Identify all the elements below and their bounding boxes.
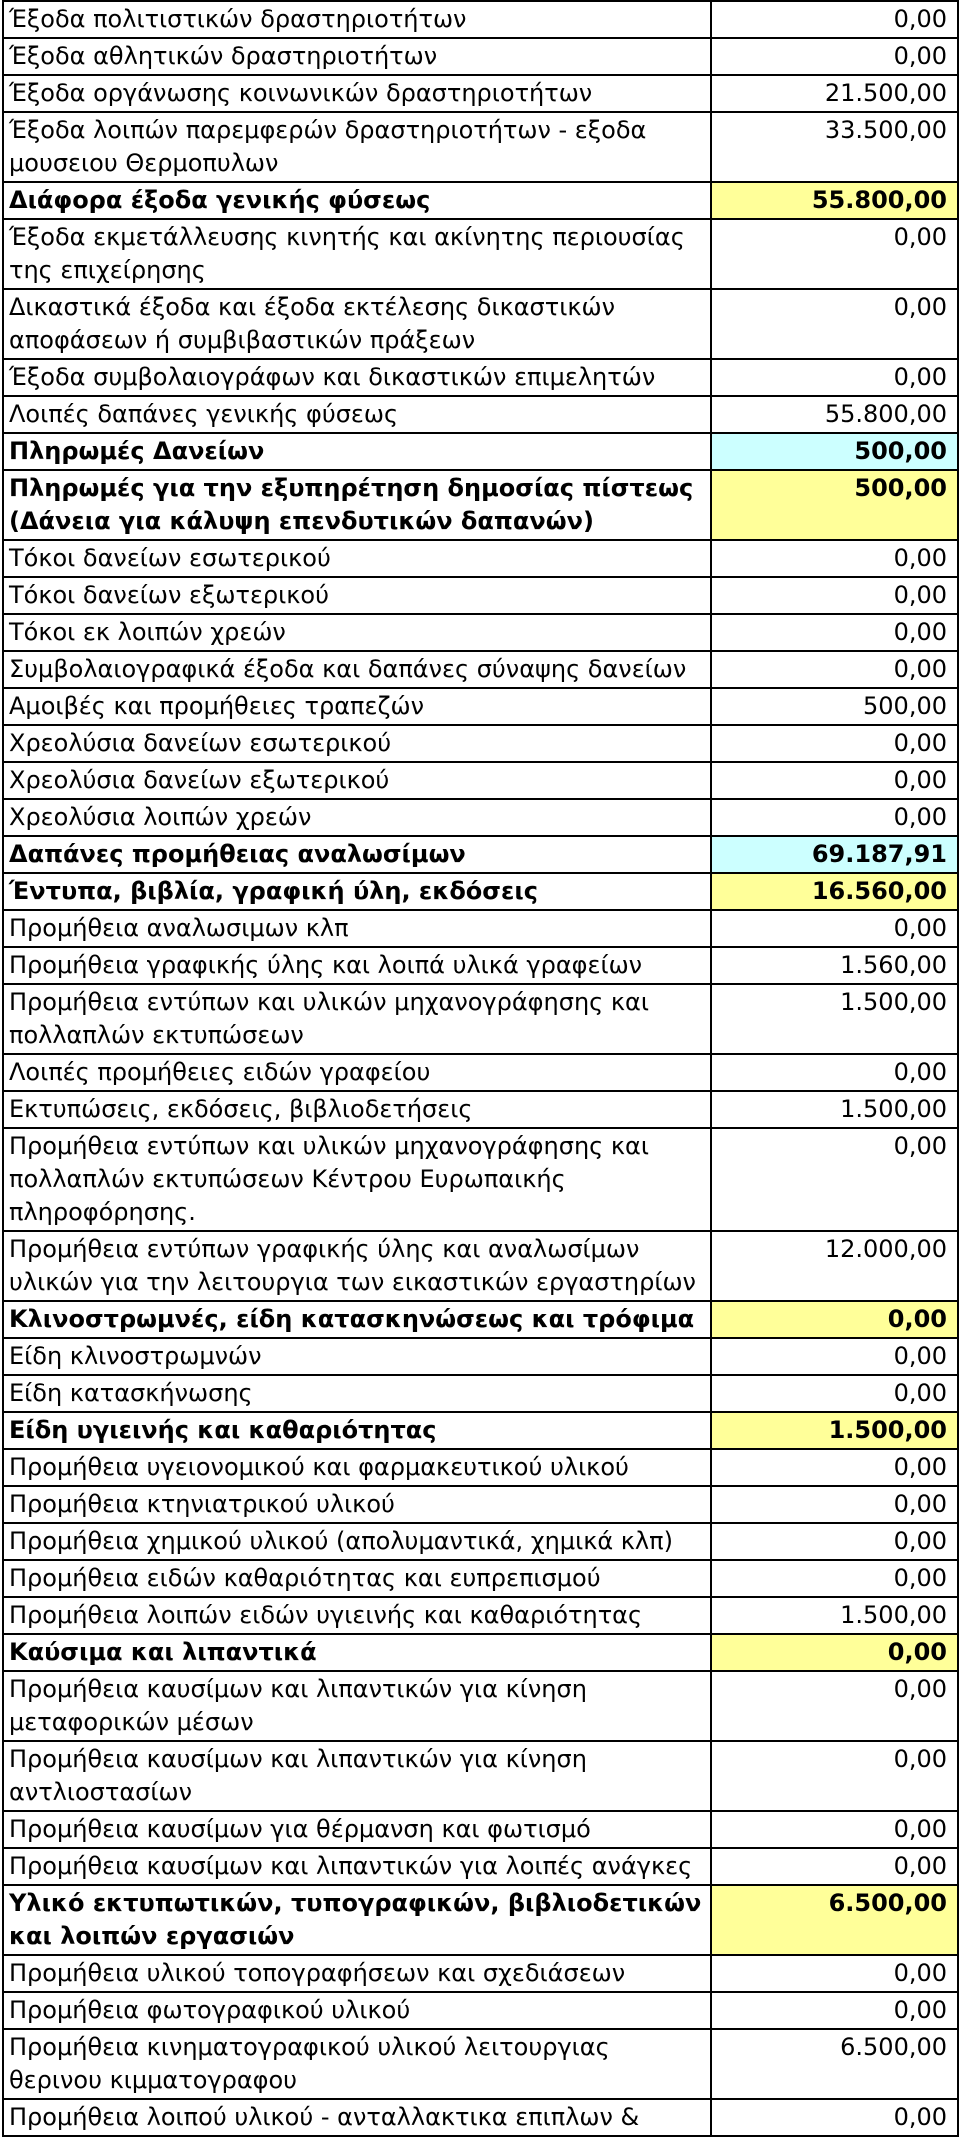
row-amount-cell: 1.500,00: [711, 1597, 958, 1634]
row-label-cell: Είδη κλινοστρωμνών: [3, 1338, 711, 1375]
row-amount-cell: 0,00: [711, 1301, 958, 1338]
table-row: [3, 910, 958, 947]
table-row: [3, 1054, 958, 1091]
table-row: [3, 182, 958, 219]
row-amount-cell: 0,00: [711, 1486, 958, 1523]
expense-table-body: [3, 1, 958, 2136]
table-row: [3, 112, 958, 182]
row-label-cell: Κλινοστρωμνές, είδη κατασκηνώσεως και τρόφιμα: [3, 1301, 711, 1338]
row-amount-cell: 69.187,91: [711, 836, 958, 873]
row-amount-cell: 6.500,00: [711, 2029, 958, 2099]
row-amount-cell: 12.000,00: [711, 1231, 958, 1301]
row-label-cell: Αμοιβές και προμήθειες τραπεζών: [3, 688, 711, 725]
row-label-cell: Έξοδα λοιπών παρεμφερών δραστηριοτήτων - εξοδα μουσειου Θερμοπυλων: [3, 112, 711, 182]
table-row: [3, 1848, 958, 1885]
row-amount-cell: 55.800,00: [711, 396, 958, 433]
table-row: [3, 1523, 958, 1560]
row-amount-cell: 0,00: [711, 1992, 958, 2029]
row-label-cell: Λοιπές δαπάνες γενικής φύσεως: [3, 396, 711, 433]
row-label-cell: Προμήθεια εντύπων γραφικής ύλης και αναλωσίμων υλικών για την λειτουργια των εικαστικών εργαστηρίων: [3, 1231, 711, 1301]
row-amount-cell: 6.500,00: [711, 1885, 958, 1955]
row-amount-cell: 0,00: [711, 725, 958, 762]
row-amount-cell: 0,00: [711, 577, 958, 614]
row-amount-cell: 0,00: [711, 1375, 958, 1412]
row-label-cell: Προμήθεια υλικού τοπογραφήσεων και σχεδιάσεων: [3, 1955, 711, 1992]
row-amount-cell: 500,00: [711, 470, 958, 540]
row-label-cell: Χρεολύσια δανείων εξωτερικού: [3, 762, 711, 799]
row-amount-cell: 0,00: [711, 1741, 958, 1811]
table-row: [3, 1486, 958, 1523]
table-row: [3, 1128, 958, 1231]
table-row: [3, 1671, 958, 1741]
row-label-cell: Τόκοι δανείων εξωτερικού: [3, 577, 711, 614]
row-label-cell: Διάφορα έξοδα γενικής φύσεως: [3, 182, 711, 219]
row-label-cell: Προμήθεια καυσίμων και λιπαντικών για λοιπές ανάγκες: [3, 1848, 711, 1885]
table-row: [3, 470, 958, 540]
row-amount-cell: 0,00: [711, 38, 958, 75]
table-row: [3, 1955, 958, 1992]
table-row: [3, 614, 958, 651]
row-label-cell: Είδη κατασκήνωσης: [3, 1375, 711, 1412]
row-label-cell: Λοιπές προμήθειες ειδών γραφείου: [3, 1054, 711, 1091]
row-amount-cell: 0,00: [711, 540, 958, 577]
row-amount-cell: 500,00: [711, 688, 958, 725]
table-row: [3, 1301, 958, 1338]
row-amount-cell: 0,00: [711, 651, 958, 688]
table-row: [3, 1634, 958, 1671]
table-row: [3, 1375, 958, 1412]
table-row: [3, 433, 958, 470]
row-amount-cell: 1.500,00: [711, 984, 958, 1054]
row-label-cell: Είδη υγιεινής και καθαριότητας: [3, 1412, 711, 1449]
row-label-cell: Προμήθεια εντύπων και υλικών μηχανογράφησης και πολλαπλών εκτυπώσεων: [3, 984, 711, 1054]
row-label-cell: Προμήθεια φωτογραφικού υλικού: [3, 1992, 711, 2029]
row-label-cell: Έξοδα οργάνωσης κοινωνικών δραστηριοτήτων: [3, 75, 711, 112]
table-row: [3, 1338, 958, 1375]
table-row: [3, 359, 958, 396]
table-row: [3, 651, 958, 688]
row-label-cell: Προμήθεια εντύπων και υλικών μηχανογράφησης και πολλαπλών εκτυπώσεων Κέντρου Ευρωπαικής πληροφόρησης.: [3, 1128, 711, 1231]
row-amount-cell: 0,00: [711, 1811, 958, 1848]
table-row: [3, 799, 958, 836]
table-row: [3, 1560, 958, 1597]
row-amount-cell: 0,00: [711, 2099, 958, 2136]
row-amount-cell: 0,00: [711, 1054, 958, 1091]
row-amount-cell: 33.500,00: [711, 112, 958, 182]
row-label-cell: Προμήθεια καυσίμων για θέρμανση και φωτισμό: [3, 1811, 711, 1848]
row-label-cell: Έντυπα, βιβλία, γραφική ύλη, εκδόσεις: [3, 873, 711, 910]
row-amount-cell: 0,00: [711, 219, 958, 289]
row-label-cell: Συμβολαιογραφικά έξοδα και δαπάνες σύναψης δανείων: [3, 651, 711, 688]
row-amount-cell: 16.560,00: [711, 873, 958, 910]
table-row: [3, 984, 958, 1054]
table-row: [3, 577, 958, 614]
row-label-cell: Έξοδα εκμετάλλευσης κινητής και ακίνητης περιουσίας της επιχείρησης: [3, 219, 711, 289]
row-amount-cell: 0,00: [711, 1, 958, 38]
table-row: [3, 873, 958, 910]
row-label-cell: Υλικό εκτυπωτικών, τυπογραφικών, βιβλιοδετικών και λοιπών εργασιών: [3, 1885, 711, 1955]
row-label-cell: Δαπάνες προμήθειας αναλωσίμων: [3, 836, 711, 873]
row-label-cell: Χρεολύσια λοιπών χρεών: [3, 799, 711, 836]
expense-table: [2, 0, 959, 2137]
row-amount-cell: 0,00: [711, 799, 958, 836]
row-amount-cell: 0,00: [711, 614, 958, 651]
row-label-cell: Προμήθεια γραφικής ύλης και λοιπά υλικά γραφείων: [3, 947, 711, 984]
row-label-cell: Καύσιμα και λιπαντικά: [3, 1634, 711, 1671]
table-row: [3, 947, 958, 984]
row-amount-cell: 500,00: [711, 433, 958, 470]
row-amount-cell: 0,00: [711, 289, 958, 359]
table-row: [3, 1811, 958, 1848]
row-amount-cell: 1.560,00: [711, 947, 958, 984]
row-label-cell: Προμήθεια λοιπού υλικού - ανταλλακτικα επιπλων &: [3, 2099, 711, 2136]
table-row: [3, 75, 958, 112]
table-row: [3, 836, 958, 873]
row-amount-cell: 0,00: [711, 1338, 958, 1375]
row-label-cell: Πληρωμές για την εξυπηρέτηση δημοσίας πίστεως (Δάνεια για κάλυψη επενδυτικών δαπανών): [3, 470, 711, 540]
table-row: [3, 1741, 958, 1811]
row-amount-cell: 0,00: [711, 359, 958, 396]
table-row: [3, 1597, 958, 1634]
row-amount-cell: 0,00: [711, 762, 958, 799]
row-amount-cell: 0,00: [711, 1671, 958, 1741]
row-label-cell: Τόκοι εκ λοιπών χρεών: [3, 614, 711, 651]
row-amount-cell: 0,00: [711, 1523, 958, 1560]
table-row: [3, 725, 958, 762]
row-label-cell: Προμήθεια κινηματογραφικού υλικού λειτουργιας θερινου κιμματογραφου: [3, 2029, 711, 2099]
row-label-cell: Δικαστικά έξοδα και έξοδα εκτέλεσης δικαστικών αποφάσεων ή συμβιβαστικών πράξεων: [3, 289, 711, 359]
row-label-cell: Προμήθεια ειδών καθαριότητας και ευπρεπισμού: [3, 1560, 711, 1597]
row-label-cell: Προμήθεια καυσίμων και λιπαντικών για κίνηση αντλιοστασίων: [3, 1741, 711, 1811]
table-row: [3, 2029, 958, 2099]
row-amount-cell: 0,00: [711, 1560, 958, 1597]
row-label-cell: Προμήθεια υγειονομικού και φαρμακευτικού υλικού: [3, 1449, 711, 1486]
table-row: [3, 396, 958, 433]
row-label-cell: Προμήθεια λοιπών ειδών υγιεινής και καθαριότητας: [3, 1597, 711, 1634]
row-label-cell: Προμήθεια χημικού υλικού (απολυμαντικά, χημικά κλπ): [3, 1523, 711, 1560]
row-amount-cell: 0,00: [711, 1634, 958, 1671]
table-row: [3, 1412, 958, 1449]
table-row: [3, 219, 958, 289]
row-label-cell: Εκτυπώσεις, εκδόσεις, βιβλιοδετήσεις: [3, 1091, 711, 1128]
row-label-cell: Πληρωμές Δανείων: [3, 433, 711, 470]
table-row: [3, 1091, 958, 1128]
row-amount-cell: 0,00: [711, 1449, 958, 1486]
table-row: [3, 2099, 958, 2136]
row-amount-cell: 1.500,00: [711, 1412, 958, 1449]
table-row: [3, 1992, 958, 2029]
row-amount-cell: 0,00: [711, 1128, 958, 1231]
row-amount-cell: 55.800,00: [711, 182, 958, 219]
row-label-cell: Προμήθεια αναλωσιμων κλπ: [3, 910, 711, 947]
table-row: [3, 1231, 958, 1301]
table-row: [3, 688, 958, 725]
row-label-cell: Έξοδα συμβολαιογράφων και δικαστικών επιμελητών: [3, 359, 711, 396]
row-label-cell: Χρεολύσια δανείων εσωτερικού: [3, 725, 711, 762]
table-row: [3, 289, 958, 359]
row-label-cell: Έξοδα αθλητικών δραστηριοτήτων: [3, 38, 711, 75]
row-label-cell: Προμήθεια καυσίμων και λιπαντικών για κίνηση μεταφορικών μέσων: [3, 1671, 711, 1741]
row-label-cell: Προμήθεια κτηνιατρικού υλικού: [3, 1486, 711, 1523]
row-amount-cell: 0,00: [711, 1955, 958, 1992]
table-row: [3, 1885, 958, 1955]
table-row: [3, 38, 958, 75]
row-amount-cell: 21.500,00: [711, 75, 958, 112]
row-amount-cell: 1.500,00: [711, 1091, 958, 1128]
row-amount-cell: 0,00: [711, 910, 958, 947]
table-row: [3, 1449, 958, 1486]
row-label-cell: Έξοδα πολιτιστικών δραστηριοτήτων: [3, 1, 711, 38]
table-row: [3, 762, 958, 799]
table-row: [3, 1, 958, 38]
table-row: [3, 540, 958, 577]
row-label-cell: Τόκοι δανείων εσωτερικού: [3, 540, 711, 577]
row-amount-cell: 0,00: [711, 1848, 958, 1885]
